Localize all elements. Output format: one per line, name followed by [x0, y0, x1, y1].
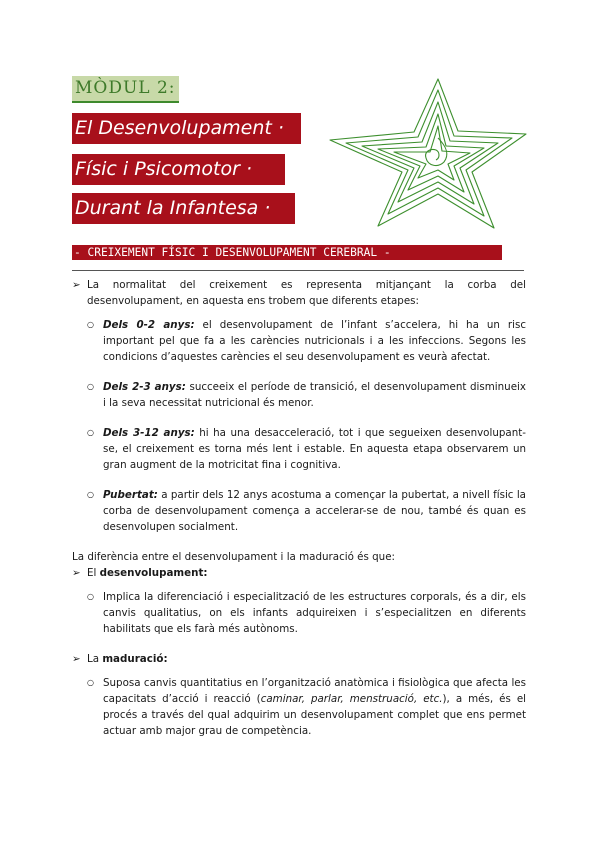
circle-bullet-icon: ○ [87, 320, 94, 329]
arrow-bullet-icon: ➢ [72, 567, 81, 579]
stage-label: Dels 0-2 anys: [103, 319, 195, 331]
circle-bullet-icon: ○ [87, 382, 94, 391]
stage-item [72, 487, 526, 535]
stage-text: hi ha una desacceleració, tot i que segueixen desenvolupant-se, el creixement es torna més lent i estable. En aquesta etapa observarem un gran augment de la motricitat fina i cognitiva. [103, 427, 526, 471]
stage-label: Dels 2-3 anys: [103, 381, 186, 393]
module-label: MÒDUL 2: [72, 76, 179, 103]
circle-bullet-icon: ○ [87, 678, 94, 687]
stage-text: a partir dels 12 anys acostuma a començar la pubertat, a nivell físic la corba de desenvolupament comença a accelerar-se de nou, també és quan es desenvolupen socialment. [103, 489, 526, 533]
stage-text: el desenvolupament de l’infant s’accelera, hi ha un risc important pel que fa a les carències nutricionals i a les infeccions. Segons les condicions d’aquestes carències el seu desenvolupament es veurà afectat. [103, 319, 526, 363]
stage-item [72, 425, 526, 473]
maturation-term: maduració: [102, 653, 168, 665]
arrow-bullet-icon: ➢ [72, 653, 81, 665]
maturation-desc-a: Suposa canvis quantitatius en l’organització anatòmica i fisiològica que afecta les capacitats d’acció i reacció ( [103, 677, 526, 705]
circle-bullet-icon: ○ [87, 428, 94, 437]
stage-item [72, 317, 526, 365]
stage-label: Pubertat: [103, 489, 158, 501]
title-line-2: Físic i Psicomotor · [72, 154, 285, 185]
maturation-heading [72, 651, 526, 667]
arrow-bullet-icon: ➢ [72, 279, 81, 291]
development-term: desenvolupament: [99, 567, 208, 579]
stage-label: Dels 3-12 anys: [103, 427, 195, 439]
difference-text: La diferència entre el desenvolupament i la maduració és que: [72, 551, 396, 563]
circle-bullet-icon: ○ [87, 490, 94, 499]
development-heading [72, 565, 526, 581]
maturation-desc [72, 675, 526, 739]
divider [72, 270, 524, 271]
maturation-examples: caminar, parlar, menstruació, etc. [260, 693, 443, 705]
intro-bullet [72, 277, 526, 309]
spiral-star-icon [326, 76, 534, 232]
section-subtitle: - CREIXEMENT FÍSIC I DESENVOLUPAMENT CEREBRAL - [72, 245, 502, 260]
development-prefix: El [87, 567, 100, 579]
development-desc [72, 589, 526, 637]
circle-bullet-icon: ○ [87, 592, 94, 601]
intro-text: La normalitat del creixement es representa mitjançant la corba del desenvolupament, en aquesta ens trobem que diferents etapes: [87, 279, 526, 307]
development-desc-text: Implica la diferenciació i especialització de les estructures corporals, és a dir, els canvis qualitatius, on els infants adquireixen i s’especialitzen en diferents habilitats que els farà més autònoms. [103, 591, 526, 635]
title-line-1: El Desenvolupament · [72, 113, 301, 144]
content [72, 277, 526, 753]
maturation-prefix: La [87, 653, 103, 665]
maturation-desc-b: ), a més, és el procés a través del qual adquirim un desenvolupament complet que ens permet actuar amb major grau de competència. [103, 693, 527, 737]
stage-item [72, 379, 526, 411]
title-line-3: Durant la Infantesa · [72, 193, 295, 224]
stage-text: succeeix el període de transició, el desenvolupament disminueix i la seva necessitat nutricional és menor. [103, 381, 526, 409]
